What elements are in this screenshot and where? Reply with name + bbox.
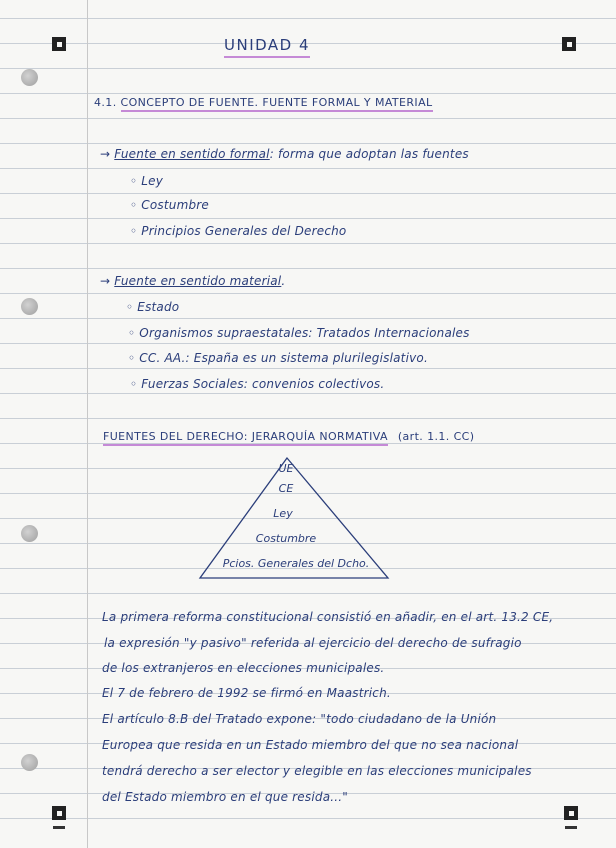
corner-marker-icon xyxy=(52,37,66,51)
binder-hole xyxy=(21,525,38,542)
paragraph-line: La primera reforma constitucional consistió en añadir, en el art. 13.2 CE, xyxy=(102,610,554,624)
section-number: 4.1. xyxy=(94,96,117,109)
list-item: ◦ CC. AA.: España es un sistema plurilegislativo. xyxy=(128,351,428,365)
hierarchy-ref: (art. 1.1. CC) xyxy=(397,430,475,443)
marker-dash xyxy=(53,826,65,829)
pyramid-level: Pcios. Generales del Dcho. xyxy=(222,557,370,570)
paragraph-line: tendrá derecho a ser elector y elegible en las elecciones municipales xyxy=(102,764,532,778)
paragraph-line: El 7 de febrero de 1992 se firmó en Maastrich. xyxy=(102,686,391,700)
arrow-icon: → xyxy=(100,274,111,288)
section-heading xyxy=(94,96,433,109)
pyramid-level: CE xyxy=(278,482,294,495)
pyramid-level: Ley xyxy=(273,507,293,520)
material-text: . xyxy=(281,274,286,288)
paragraph-line: El artículo 8.B del Tratado expone: "todo ciudadano de la Unión xyxy=(102,712,497,726)
list-item: ◦ Estado xyxy=(126,300,180,314)
corner-marker-icon xyxy=(564,806,578,820)
formal-label: Fuente en sentido formal xyxy=(114,147,270,161)
pyramid-level: Costumbre xyxy=(255,532,317,545)
list-item: ◦ Organismos supraestatales: Tratados Internacionales xyxy=(128,326,470,340)
list-item: ◦ Costumbre xyxy=(130,198,210,212)
formal-text: : forma que adoptan las fuentes xyxy=(269,147,469,161)
corner-marker-icon xyxy=(52,806,66,820)
binder-hole xyxy=(21,69,38,86)
binder-hole xyxy=(21,298,38,315)
paragraph-line: la expresión "y pasivo" referida al ejercicio del derecho de sufragio xyxy=(104,636,522,650)
section-title: CONCEPTO DE FUENTE. FUENTE FORMAL Y MATERIAL xyxy=(121,96,433,112)
binder-hole xyxy=(21,754,38,771)
list-item: ◦ Principios Generales del Derecho xyxy=(130,224,347,238)
pyramid-level: UE xyxy=(278,462,294,475)
margin-line xyxy=(87,0,88,848)
arrow-icon: → xyxy=(100,147,111,161)
paragraph-line: de los extranjeros en elecciones municipales. xyxy=(102,661,385,675)
material-line xyxy=(100,274,285,288)
paragraph-line: del Estado miembro en el que resida..." xyxy=(102,790,349,804)
list-item: ◦ Ley xyxy=(130,174,164,188)
formal-line xyxy=(100,147,469,161)
page-title: UNIDAD 4 xyxy=(224,36,310,58)
list-item: ◦ Fuerzas Sociales: convenios colectivos. xyxy=(130,377,385,391)
corner-marker-icon xyxy=(562,37,576,51)
hierarchy-heading xyxy=(103,430,474,443)
hierarchy-title: FUENTES DEL DERECHO: JERARQUÍA NORMATIVA xyxy=(103,430,388,446)
paragraph-line: Europea que resida en un Estado miembro del que no sea nacional xyxy=(102,738,519,752)
marker-dash xyxy=(565,826,577,829)
material-label: Fuente en sentido material xyxy=(114,274,282,288)
